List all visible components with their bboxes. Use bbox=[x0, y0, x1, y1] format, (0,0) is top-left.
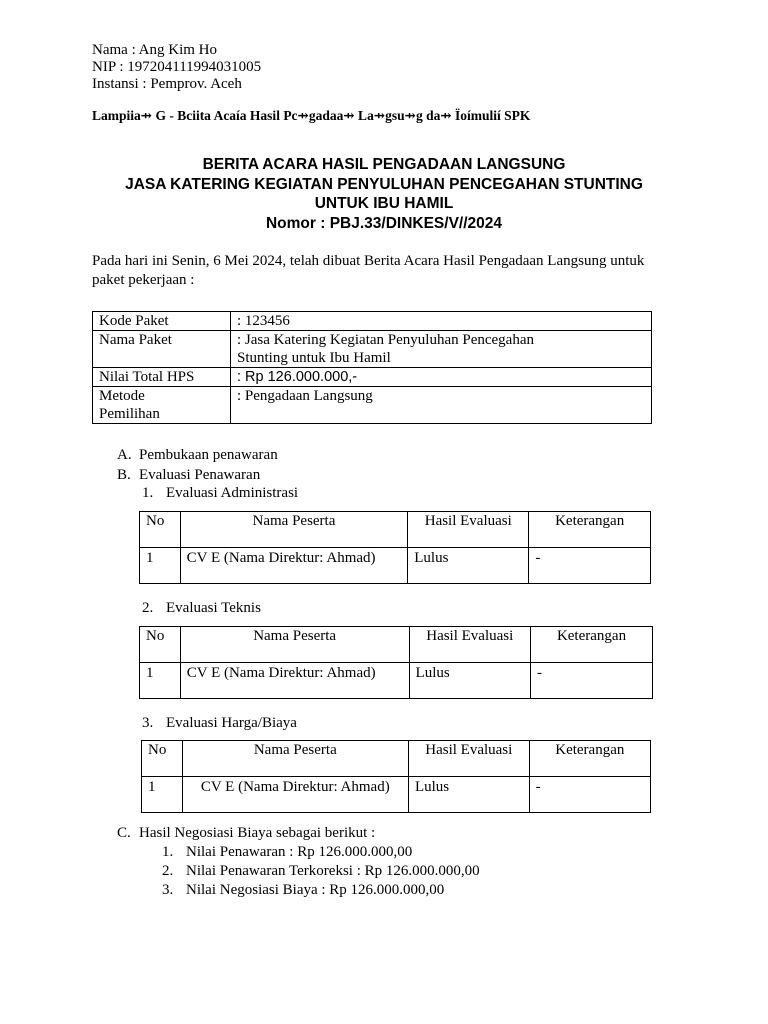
list-item-marker: 3. bbox=[162, 882, 174, 898]
table-header-row bbox=[142, 741, 651, 777]
negotiation-list bbox=[162, 843, 480, 900]
list-item bbox=[162, 843, 480, 862]
cell-nama-peserta: CV E (Nama Direktur: Ahmad) bbox=[182, 777, 408, 813]
section-c-marker: C. bbox=[117, 825, 131, 841]
col-header-no: No bbox=[140, 512, 181, 548]
cell-hasil-evaluasi: Lulus bbox=[408, 777, 529, 813]
table-header-row bbox=[140, 512, 651, 548]
evaluation-marker: 1. bbox=[142, 485, 154, 501]
table-header-row bbox=[140, 627, 653, 663]
section-a bbox=[117, 446, 278, 466]
metode-label bbox=[93, 387, 231, 424]
title-line-1: BERITA ACARA HASIL PENGADAAN LANGSUNG bbox=[202, 156, 566, 173]
list-item bbox=[162, 881, 480, 900]
section-a-marker: A. bbox=[117, 447, 132, 463]
section-b-marker: B. bbox=[117, 466, 131, 483]
metode-value: : Pengadaan Langsung bbox=[231, 387, 652, 424]
evaluation-title: Evaluasi Teknis bbox=[166, 600, 261, 616]
author-info bbox=[92, 42, 261, 93]
evaluation-title: Evaluasi Administrasi bbox=[166, 485, 299, 501]
table-row bbox=[93, 331, 652, 368]
list-item-text: Nilai Negosiasi Biaya : Rp 126.000.000,00 bbox=[186, 882, 445, 898]
nama-paket-label: Nama Paket bbox=[93, 331, 231, 368]
nilai-hps-label: Nilai Total HPS bbox=[93, 368, 231, 387]
cell-nama-peserta: CV E (Nama Direktur: Ahmad) bbox=[180, 548, 408, 584]
list-item-marker: 1. bbox=[162, 844, 174, 860]
metode-label-line-2: Pemilihan bbox=[99, 406, 160, 422]
table-row bbox=[93, 312, 652, 331]
evaluation-table-administrasi bbox=[139, 511, 651, 584]
col-header-keterangan: Keterangan bbox=[531, 627, 653, 663]
nilai-hps-value: : Rp 126.000.000,- bbox=[231, 368, 652, 387]
list-item-text: Nilai Penawaran : Rp 126.000.000,00 bbox=[186, 844, 413, 860]
table-row bbox=[142, 777, 651, 813]
col-header-hasil: Hasil Evaluasi bbox=[408, 512, 529, 548]
col-header-nama: Nama Peserta bbox=[182, 741, 408, 777]
cell-no: 1 bbox=[140, 548, 181, 584]
evaluation-heading-1 bbox=[142, 485, 298, 502]
title-line-3: UNTUK IBU HAMIL bbox=[314, 195, 454, 212]
table-row bbox=[140, 548, 651, 584]
table-row bbox=[93, 368, 652, 387]
intro-paragraph: Pada hari ini Senin, 6 Mei 2024, telah dibuat Berita Acara Hasil Pengadaan Langsung untuk paket pekerjaan : bbox=[92, 253, 645, 288]
col-header-nama: Nama Peserta bbox=[180, 627, 409, 663]
section-c-label: Hasil Negosiasi Biaya sebagai berikut : bbox=[139, 825, 376, 841]
table-row bbox=[93, 387, 652, 424]
cell-hasil-evaluasi: Lulus bbox=[408, 548, 529, 584]
section-c bbox=[117, 824, 375, 844]
kode-paket-label: Kode Paket bbox=[93, 312, 231, 331]
cell-nama-peserta: CV E (Nama Direktur: Ahmad) bbox=[180, 663, 409, 699]
cell-keterangan: - bbox=[529, 548, 651, 584]
col-header-keterangan: Keterangan bbox=[529, 512, 651, 548]
section-list-c bbox=[117, 824, 375, 844]
evaluation-title: Evaluasi Harga/Biaya bbox=[166, 715, 297, 731]
col-header-hasil: Hasil Evaluasi bbox=[408, 741, 529, 777]
cell-no: 1 bbox=[140, 663, 181, 699]
cell-hasil-evaluasi: Lulus bbox=[409, 663, 531, 699]
list-item-text: Nilai Penawaran Terkoreksi : Rp 126.000.000,00 bbox=[186, 863, 480, 879]
package-info-table bbox=[92, 311, 652, 424]
author-name: Nama : Ang Kim Ho bbox=[92, 42, 217, 58]
col-header-hasil: Hasil Evaluasi bbox=[409, 627, 531, 663]
list-item bbox=[162, 862, 480, 881]
attachment-label: Lampiia⇸ G - Bciita Acaía Hasil Pc⇸gadaa⇸ La⇸gsu⇸g da⇸ Ïoímulií SPK bbox=[92, 108, 531, 123]
evaluation-marker: 2. bbox=[142, 600, 154, 616]
col-header-no: No bbox=[140, 627, 181, 663]
col-header-nama: Nama Peserta bbox=[180, 512, 408, 548]
table-row bbox=[140, 663, 653, 699]
cell-no: 1 bbox=[142, 777, 183, 813]
author-instansi: Instansi : Pemprov. Aceh bbox=[92, 76, 242, 92]
section-b-label: Evaluasi Penawaran bbox=[139, 466, 261, 483]
evaluation-table-teknis bbox=[139, 626, 653, 699]
evaluation-heading-3 bbox=[142, 715, 297, 732]
author-nip: NIP : 197204111994031005 bbox=[92, 59, 262, 75]
section-b bbox=[117, 466, 278, 486]
title-line-2: JASA KATERING KEGIATAN PENYULUHAN PENCEGAHAN STUNTING bbox=[125, 175, 643, 193]
cell-keterangan: - bbox=[529, 777, 650, 813]
section-a-label: Pembukaan penawaran bbox=[139, 447, 278, 463]
document-number: Nomor : PBJ.33/DINKES/V//2024 bbox=[265, 214, 503, 232]
nama-paket-value bbox=[231, 331, 652, 368]
cell-keterangan: - bbox=[531, 663, 653, 699]
evaluation-table-harga bbox=[141, 740, 651, 813]
evaluation-marker: 3. bbox=[142, 715, 154, 731]
nama-paket-value-line-2: Stunting untuk Ibu Hamil bbox=[237, 350, 391, 366]
metode-label-line-1: Metode bbox=[99, 388, 145, 404]
nama-paket-value-line-1: : Jasa Katering Kegiatan Penyuluhan Pencegahan bbox=[237, 332, 534, 348]
col-header-no: No bbox=[142, 741, 183, 777]
col-header-keterangan: Keterangan bbox=[529, 741, 650, 777]
kode-paket-value: : 123456 bbox=[231, 312, 652, 331]
evaluation-heading-2 bbox=[142, 600, 261, 617]
list-item-marker: 2. bbox=[162, 863, 174, 879]
section-list-ab bbox=[117, 446, 278, 485]
document-title bbox=[92, 155, 676, 233]
